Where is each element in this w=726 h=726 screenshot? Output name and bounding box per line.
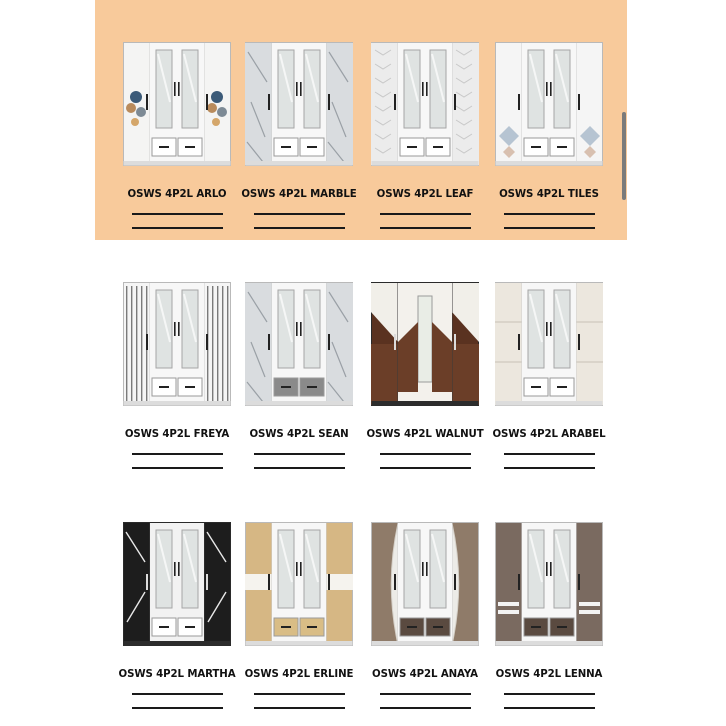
product-name: OSWS 4P2L LEAF: [376, 189, 474, 200]
catalog-page: [95, 0, 627, 726]
product-name: OSWS 4P2L FREYA: [124, 429, 230, 440]
divider-line: [380, 227, 471, 229]
divider-line: [254, 707, 345, 709]
divider-line: [504, 707, 595, 709]
product-name: OSWS 4P2L ARLO: [127, 189, 227, 200]
wardrobe-image[interactable]: [495, 522, 603, 646]
divider-line: [132, 707, 223, 709]
product-name: OSWS 4P2L ANAYA: [372, 669, 478, 680]
divider-line: [254, 227, 345, 229]
divider-line: [504, 467, 595, 469]
wardrobe-image[interactable]: [123, 522, 231, 646]
product-name: OSWS 4P2L MARTHA: [118, 669, 236, 680]
divider-line: [254, 213, 345, 215]
divider-line: [504, 227, 595, 229]
divider-line: [380, 213, 471, 215]
wardrobe-image[interactable]: [371, 282, 479, 406]
divider-line: [254, 693, 345, 695]
product-name: OSWS 4P2L TILES: [499, 189, 599, 200]
divider-line: [132, 213, 223, 215]
product-name: OSWS 4P2L ERLINE: [244, 669, 354, 680]
wardrobe-image[interactable]: [245, 42, 353, 166]
wardrobe-image[interactable]: [371, 522, 479, 646]
product-name: OSWS 4P2L SEAN: [249, 429, 349, 440]
divider-line: [504, 213, 595, 215]
divider-line: [504, 453, 595, 455]
wardrobe-image[interactable]: [245, 522, 353, 646]
wardrobe-image[interactable]: [495, 282, 603, 406]
scrollbar-thumb[interactable]: [622, 112, 626, 200]
wardrobe-image[interactable]: [123, 282, 231, 406]
wardrobe-image[interactable]: [371, 42, 479, 166]
divider-line: [380, 693, 471, 695]
product-name: OSWS 4P2L MARBLE: [241, 189, 357, 200]
divider-line: [132, 467, 223, 469]
wardrobe-image[interactable]: [245, 282, 353, 406]
product-name: OSWS 4P2L ARABEL: [492, 429, 606, 440]
divider-line: [380, 707, 471, 709]
divider-line: [380, 467, 471, 469]
divider-line: [132, 693, 223, 695]
divider-line: [504, 693, 595, 695]
divider-line: [254, 467, 345, 469]
wardrobe-image[interactable]: [495, 42, 603, 166]
divider-line: [254, 453, 345, 455]
divider-line: [132, 453, 223, 455]
product-name: OSWS 4P2L LENNA: [495, 669, 603, 680]
divider-line: [380, 453, 471, 455]
product-name: OSWS 4P2L WALNUT: [366, 429, 484, 440]
wardrobe-image[interactable]: [123, 42, 231, 166]
divider-line: [132, 227, 223, 229]
